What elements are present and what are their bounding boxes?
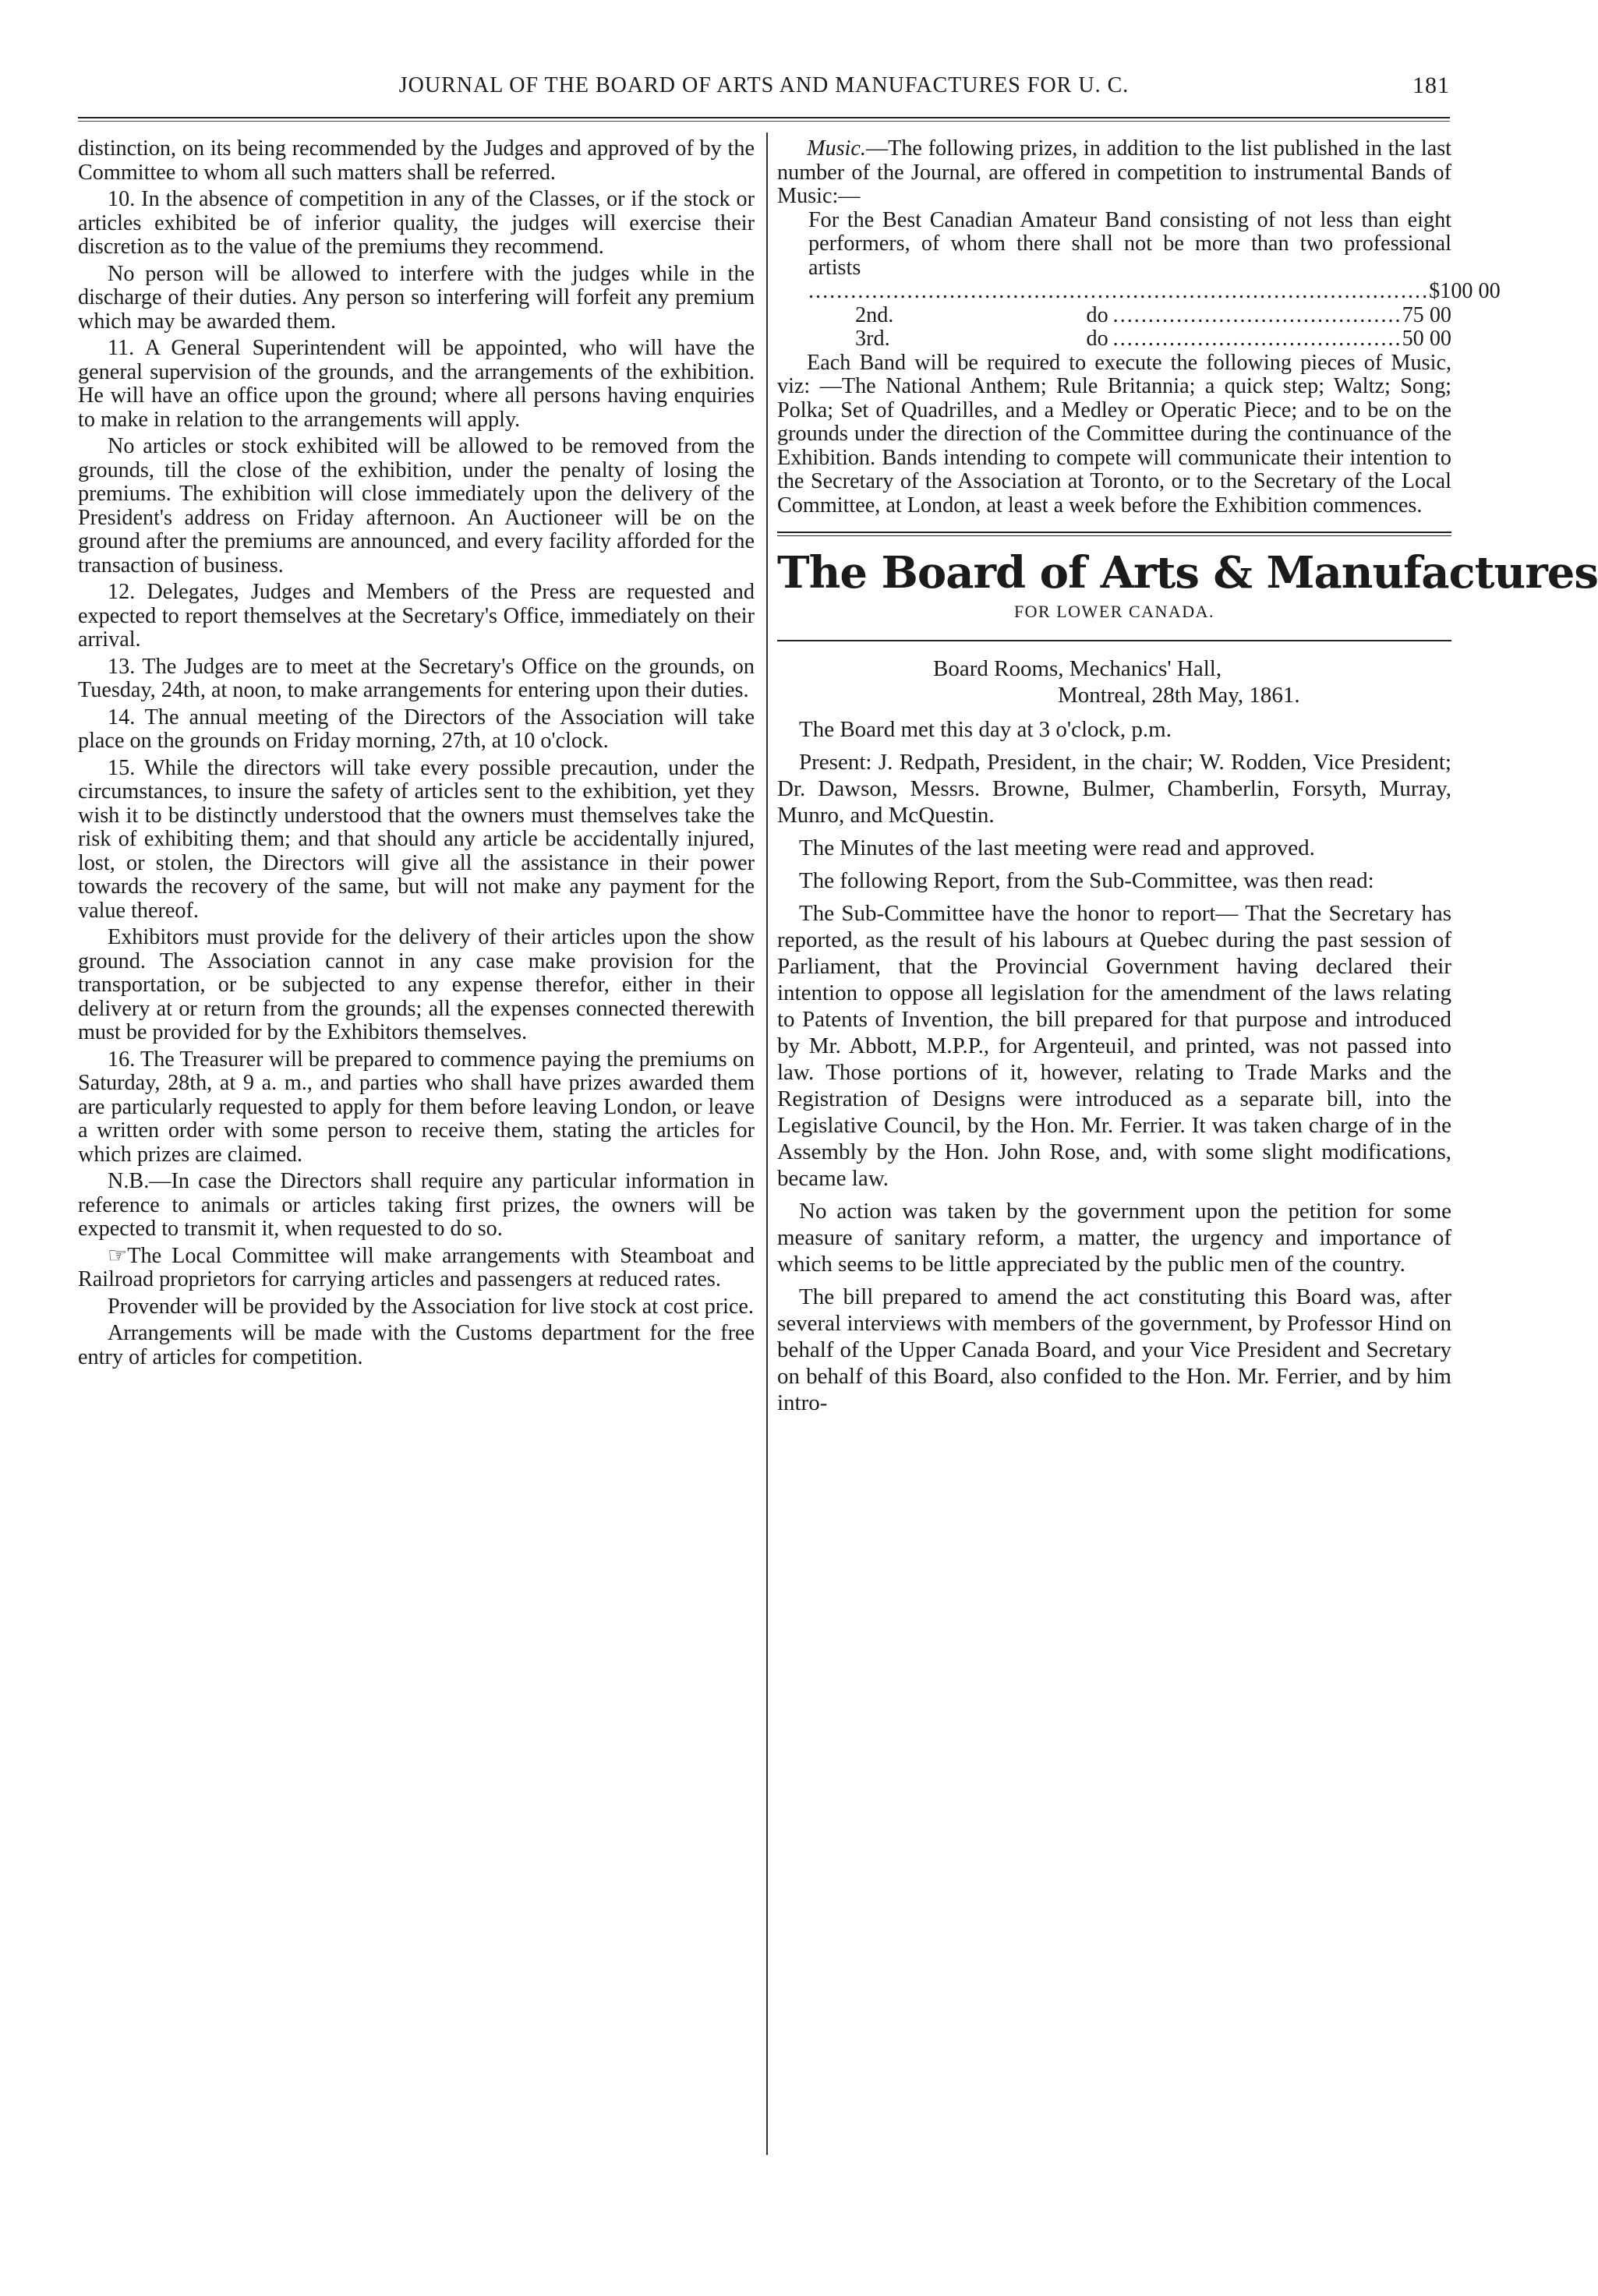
paragraph: distinction, on its being recommended by the Judges and approved of by the Committee to whom all such matters shall be referred. bbox=[78, 136, 755, 185]
paragraph: ☞The Local Committee will make arrangements with Steamboat and Railroad proprietors for carrying articles and passengers at reduced rates. bbox=[78, 1243, 755, 1291]
paragraph: 13. The Judges are to meet at the Secretary's Office on the grounds, on Tuesday, 24th, at noon, to make arrangements for entering upon their duties. bbox=[78, 654, 755, 702]
paragraph: The Minutes of the last meeting were read and approved. bbox=[799, 835, 1315, 860]
header-rule-thin bbox=[78, 121, 1450, 122]
paragraph: 11. A General Superintendent will be appointed, who will have the general supervision of the grounds, and the arrangements of the exhibition. He will have an office upon the ground; where all persons having enquiries to make in relation to the arrangements will apply. bbox=[78, 336, 755, 432]
section-rule-bottom bbox=[777, 640, 1451, 641]
prize-second-do: do bbox=[1086, 302, 1108, 327]
paragraph: 15. While the directors will take every possible precaution, under the circumstances, to insure the safety of articles sent to the exhibition, yet they wish it to be distinctly understood that the owners must themselves take the risk of exhibiting them; and that should any article be accidentally injured, lost, or stolen, the Directors will give all the assistance in their power towards the recovery of the same, but will not make any payment for the value thereof. bbox=[78, 755, 755, 923]
paragraph: The Sub-Committee have the honor to report— That the Secretary has reported, as the result of his labours at Quebec during the past session of Parliament, that the Provincial Government having declared their intention to oppose all legislation for the amendment of the laws relating to Patents of Invention, the bill prepared for that purpose and introduced by Mr. Abbott, M.P.P., for Argenteuil, and printed, was not passed into law. Those portions of it, however, relating to Trade Marks and the Registration of Designs were introduced as a separate bill, into the Legislative Council, by the Hon. Mr. Ferrier. It was taken charge of in the Assembly by the Hon. John Rose, and, with some slight modifications, became law. bbox=[777, 900, 1451, 1191]
right-column bbox=[777, 136, 1598, 1422]
prize-second bbox=[777, 304, 1451, 328]
paragraph: Present: J. Redpath, President, in the chair; W. Rodden, Vice President; Dr. Dawson, Messrs. Browne, Bulmer, Chamberlin, Forsyth, Murray, Munro, and McQuestin. bbox=[777, 749, 1451, 828]
band-paragraph: Each Band will be required to execute the following pieces of Music, viz: —The National Anthem; Rule Britannia; a quick step; Waltz; Song; Polka; Set of Quadrilles, and a Medley or Operatic Piece; and to be on the grounds under the direction of the Committee during the continuance of the Exhibition. Bands intending to compete will communicate their intention to the Secretary of the Association at Toronto, or to the Secretary of the Local Committee, at London, at least a week before the Exhibition commences. bbox=[777, 350, 1451, 517]
left-column bbox=[78, 137, 755, 1372]
prize-third-rank: 3rd. bbox=[855, 327, 890, 351]
paragraph: N.B.—In case the Directors shall require any particular information in reference to animals or articles taking first prizes, the owners will be expected to transmit it, when requested to do so. bbox=[78, 1169, 755, 1241]
running-header bbox=[78, 65, 1450, 106]
header-rule bbox=[78, 117, 1450, 118]
section-subtitle: FOR LOWER CANADA. bbox=[1013, 602, 1215, 621]
paragraph: No articles or stock exhibited will be allowed to be removed from the grounds, till the close of the exhibition, under the penalty of losing the premiums. The exhibition will close immediately upon the delivery of the President's address on Friday afternoon. An Auctioneer will be on the ground after the premiums are announced, and every facility afforded for the transaction of business. bbox=[78, 434, 755, 578]
section-title: The Board of Arts & Manufactures bbox=[777, 547, 1598, 599]
paragraph: 10. In the absence of competition in any of the Classes, or if the stock or articles exhibited be of inferior quality, the judges will exercise their discretion as to the value of the premiums they recommend. bbox=[78, 187, 755, 259]
music-label: Music. bbox=[807, 136, 866, 161]
paragraph: The following Report, from the Sub-Committee, was then read: bbox=[799, 867, 1374, 893]
prize-second-amount: 75 00 bbox=[1402, 302, 1451, 327]
paragraph: No action was taken by the government upon the petition for some measure of sanitary reform, a matter, the urgency and importance of which seems to be little appreciated by the public men of the country. bbox=[777, 1198, 1451, 1277]
paragraph: 14. The annual meeting of the Directors of the Association will take place on the grounds on Friday morning, 27th, at 10 o'clock. bbox=[78, 705, 755, 753]
prize-third bbox=[777, 327, 1451, 351]
prize-first-amount: $100 00 bbox=[1429, 279, 1501, 303]
section-rule bbox=[777, 532, 1451, 536]
minutes-body bbox=[777, 655, 1451, 1416]
leader-dots: ........................................................................................ bbox=[808, 279, 1430, 303]
leader-dots: ......................................... bbox=[1112, 327, 1402, 351]
paragraph: 12. Delegates, Judges and Members of the Press are requested and expected to report themselves at the Secretary's Office, immediately on their arrival. bbox=[78, 580, 755, 652]
paragraph: 16. The Treasurer will be prepared to commence paying the premiums on Saturday, 28th, at 9 a. m., and parties who shall have prizes awarded them are particularly requested to apply for them before leaving London, or leave a written order with some person to receive them, stating the articles for which prizes are claimed. bbox=[78, 1047, 755, 1167]
column-divider bbox=[766, 132, 768, 2155]
prize-first-amount-line bbox=[777, 279, 1501, 304]
prize-second-rank: 2nd. bbox=[855, 302, 894, 327]
paragraph: No person will be allowed to interfere with the judges while in the discharge of their duties. Any person so interfering will forfeit any premium which may be awarded them. bbox=[78, 261, 755, 334]
paragraph: The Board met this day at 3 o'clock, p.m. bbox=[799, 716, 1172, 742]
prize-first-label: For the Best Canadian Amateur Band consisting of not less than eight performers, of whom there shall not be more than two professional artists bbox=[808, 207, 1451, 280]
music-intro bbox=[777, 137, 1451, 209]
prize-third-do: do bbox=[1086, 327, 1108, 351]
paragraph: Provender will be provided by the Association for live stock at cost price. bbox=[108, 1294, 754, 1319]
paragraph: The bill prepared to amend the act constituting this Board was, after several interviews with members of the government, by Professor Hind on behalf of the Upper Canada Board, and your Vice President and Secretary on behalf of this Board, also confided to the Hon. Mr. Ferrier, and by him intro- bbox=[777, 1284, 1451, 1415]
dateline-date: Montreal, 28th May, 1861. bbox=[1058, 682, 1300, 708]
page-number: 181 bbox=[1412, 72, 1450, 98]
prize-third-amount: 50 00 bbox=[1402, 327, 1451, 351]
prize-first bbox=[777, 209, 1451, 281]
music-intro-text: —The following prizes, in addition to the list published in the last number of the Journal, are offered in competition to instrumental Bands of Music:— bbox=[777, 136, 1451, 208]
paragraph: Exhibitors must provide for the delivery of their articles upon the show ground. The Association cannot in any case make provision for the transportation, or be subjected to any expense therefor, either in their delivery at or return from the grounds; all the expenses connected therewith must be provided for by the Exhibitors themselves. bbox=[78, 925, 755, 1044]
leader-dots: ......................................... bbox=[1112, 302, 1402, 327]
paragraph: Arrangements will be made with the Customs department for the free entry of articles for competition. bbox=[78, 1321, 755, 1369]
journal-title: JOURNAL OF THE BOARD OF ARTS AND MANUFACTURES FOR U. C. bbox=[398, 73, 1130, 97]
dateline-location: Board Rooms, Mechanics' Hall, bbox=[933, 655, 1222, 681]
